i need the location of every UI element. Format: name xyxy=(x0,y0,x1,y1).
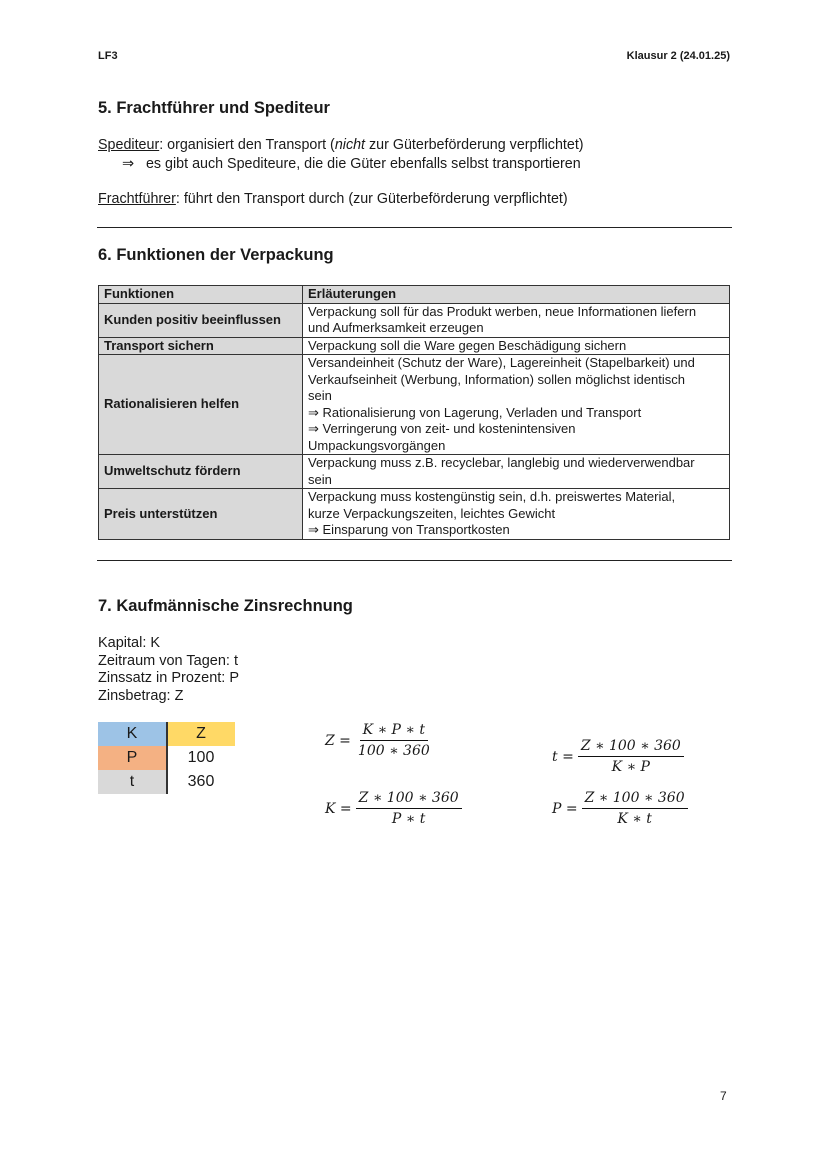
explanation-line: Verpackung soll die Ware gegen Beschädigung sichern xyxy=(308,337,627,353)
formula-p xyxy=(552,790,688,827)
section6-title: 6. Funktionen der Verpackung xyxy=(98,246,334,264)
table-row xyxy=(99,337,730,355)
triangle-cell-p: P xyxy=(98,746,166,770)
formula-denominator: P ∗ t xyxy=(391,811,426,827)
section5-title: 5. Frachtführer und Spediteur xyxy=(98,99,330,117)
formula-lhs: Z = xyxy=(325,732,351,749)
explanation-line: und Aufmerksamkeit erzeugen xyxy=(308,320,484,335)
definition-line: Zinssatz in Prozent: P xyxy=(98,670,240,686)
table-header-row xyxy=(99,286,730,304)
table-row xyxy=(99,489,730,540)
frachtfuehrer-line xyxy=(98,191,568,207)
section-divider xyxy=(97,560,732,561)
explanation-cell xyxy=(303,303,730,337)
spediteur-text-a: : organisiert den Transport ( xyxy=(159,137,335,153)
explanation-line: Verpackung soll für das Produkt werben, neue Informationen liefern xyxy=(308,303,697,319)
table-header-cell: Funktionen xyxy=(99,286,303,304)
explanation-line: Umpackungsvorgängen xyxy=(308,437,446,453)
spediteur-emphasis: nicht xyxy=(334,137,366,153)
page-number: 7 xyxy=(720,1089,727,1103)
formula-lhs: t = xyxy=(552,748,574,765)
spediteur-term: Spediteur xyxy=(98,137,160,153)
triangle-cell-100: 100 xyxy=(187,749,215,766)
explanation-line: Verpackung muss kostengünstig sein, d.h. preiswertes Material, xyxy=(308,489,676,504)
table-row xyxy=(99,455,730,489)
table-header-cell: Erläuterungen xyxy=(303,286,730,304)
formula-lhs: P = xyxy=(552,800,578,817)
definition-line: Kapital: K xyxy=(98,635,161,651)
explanation-line: ⇒ Einsparung von Transportkosten xyxy=(308,522,510,537)
formula-k xyxy=(325,790,462,827)
table-row xyxy=(99,303,730,337)
explanation-line: sein xyxy=(308,471,332,487)
definition-line: Zinsbetrag: Z xyxy=(98,688,184,704)
explanation-line: kurze Verpackungszeiten, leichtes Gewicht xyxy=(308,505,556,521)
triangle-cell-z: Z xyxy=(167,722,235,746)
explanation-cell xyxy=(303,489,730,540)
spediteur-note: es gibt auch Spediteure, die die Güter ebenfalls selbst transportieren xyxy=(145,156,581,172)
formula-t xyxy=(552,738,684,775)
explanation-cell xyxy=(303,355,730,455)
table-row xyxy=(99,355,730,455)
functions-table xyxy=(98,285,730,540)
frachtfuehrer-term: Frachtführer xyxy=(98,191,176,207)
explanation-line: Verpackung muss z.B. recyclebar, langlebig und wiederverwendbar xyxy=(308,455,695,470)
formula-z xyxy=(325,722,433,759)
definition-line: Zeitraum von Tagen: t xyxy=(98,653,238,669)
explanation-cell xyxy=(303,337,730,355)
formula-lhs: K = xyxy=(325,800,352,817)
function-cell: Rationalisieren helfen xyxy=(99,355,303,455)
triangle-cell-360: 360 xyxy=(187,773,215,790)
triangle-cell-k: K xyxy=(98,722,166,746)
formula-numerator: Z ∗ 100 ∗ 360 xyxy=(582,790,688,809)
frachtfuehrer-text: : führt den Transport durch (zur Güterbeförderung verpflichtet) xyxy=(175,191,568,207)
explanation-line: sein xyxy=(308,388,332,403)
function-cell: Kunden positiv beeinflussen xyxy=(99,303,303,337)
arrow-icon: ⇒ xyxy=(122,156,134,172)
section7-title: 7. Kaufmännische Zinsrechnung xyxy=(98,597,353,615)
formula-numerator: Z ∗ 100 ∗ 360 xyxy=(356,790,462,809)
formula-denominator: K ∗ P xyxy=(611,759,650,775)
formula-denominator: 100 ∗ 360 xyxy=(357,743,430,759)
function-cell: Umweltschutz fördern xyxy=(99,455,303,489)
formula-numerator: Z ∗ 100 ∗ 360 xyxy=(578,738,684,757)
spediteur-text-b: zur Güterbeförderung verpflichtet) xyxy=(365,137,584,153)
spediteur-note-line xyxy=(122,156,581,172)
header-left: LF3 xyxy=(98,50,118,62)
triangle-cell-t: t xyxy=(98,770,166,794)
function-cell: Transport sichern xyxy=(99,337,303,355)
spediteur-line xyxy=(98,137,584,153)
explanation-line: ⇒ Verringerung von zeit- und kostenintensiven xyxy=(308,421,576,436)
triangle-divider xyxy=(166,722,168,794)
formula-denominator: K ∗ t xyxy=(617,811,652,827)
header-right: Klausur 2 (24.01.25) xyxy=(626,50,730,62)
explanation-line: Verkaufseinheit (Werbung, Information) sollen möglichst identisch xyxy=(308,371,685,387)
explanation-line: Versandeinheit (Schutz der Ware), Lagereinheit (Stapelbarkeit) und xyxy=(308,355,695,370)
function-cell: Preis unterstützen xyxy=(99,489,303,540)
explanation-cell xyxy=(303,455,730,489)
section-divider xyxy=(97,227,732,228)
explanation-line: ⇒ Rationalisierung von Lagerung, Verladen und Transport xyxy=(308,404,642,420)
formula-numerator: K ∗ P ∗ t xyxy=(360,722,428,741)
